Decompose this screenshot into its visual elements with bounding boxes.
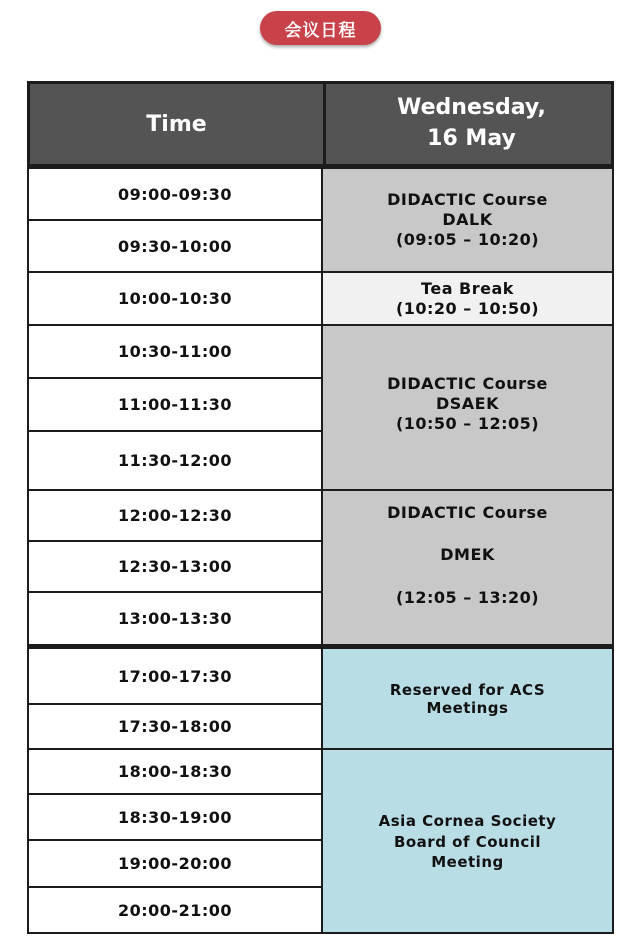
- event-board-meeting: [321, 748, 614, 934]
- time-slot: 17:30-18:00: [27, 703, 323, 750]
- event-line: DIDACTIC Course: [387, 503, 548, 522]
- event-line: Reserved for ACS: [389, 680, 546, 699]
- event-line: (09:05 – 10:20): [395, 230, 540, 249]
- event-line: (10:20 – 10:50): [395, 298, 540, 318]
- time-slot: 12:30-13:00: [27, 540, 323, 593]
- schedule-table: [27, 81, 614, 934]
- event-tea-break: [321, 271, 614, 326]
- event-line: (12:05 – 13:20): [395, 588, 540, 607]
- time-slot: 13:00-13:30: [27, 591, 323, 646]
- time-slot: 19:00-20:00: [27, 839, 323, 888]
- time-slot: 20:00-21:00: [27, 886, 323, 934]
- event-dalk-course: [321, 167, 614, 273]
- event-line: Meetings: [426, 698, 509, 717]
- time-column-header: Time: [146, 111, 207, 137]
- event-line: Board of Council: [393, 832, 542, 851]
- event-dmek-course: [321, 489, 614, 646]
- event-line: DIDACTIC Course: [387, 374, 548, 393]
- table-header: [27, 81, 614, 167]
- event-line: Tea Break: [421, 278, 514, 298]
- event-dsaek-course: [321, 324, 614, 491]
- time-slot: 09:30-10:00: [27, 219, 323, 273]
- time-slot: 10:00-10:30: [27, 271, 323, 326]
- event-line: DMEK: [440, 545, 495, 564]
- event-line: DALK: [442, 210, 493, 229]
- day-column-header: Wednesday, 16 May: [323, 84, 617, 164]
- event-line: DSAEK: [435, 394, 499, 413]
- event-line: Meeting: [431, 852, 504, 871]
- event-line: Asia Cornea Society: [378, 811, 557, 830]
- time-slot: 11:00-11:30: [27, 377, 323, 432]
- event-acs-reserved: [321, 646, 614, 750]
- time-slot: 09:00-09:30: [27, 167, 323, 221]
- time-slot: 18:30-19:00: [27, 793, 323, 841]
- page-title: 会议日程: [260, 11, 381, 45]
- event-line: (10:50 – 12:05): [395, 414, 540, 433]
- time-slot: 11:30-12:00: [27, 430, 323, 491]
- event-line: DIDACTIC Course: [387, 190, 548, 209]
- time-slot: 12:00-12:30: [27, 489, 323, 542]
- time-slot: 10:30-11:00: [27, 324, 323, 379]
- time-slot: 17:00-17:30: [27, 646, 323, 705]
- time-slot: 18:00-18:30: [27, 748, 323, 795]
